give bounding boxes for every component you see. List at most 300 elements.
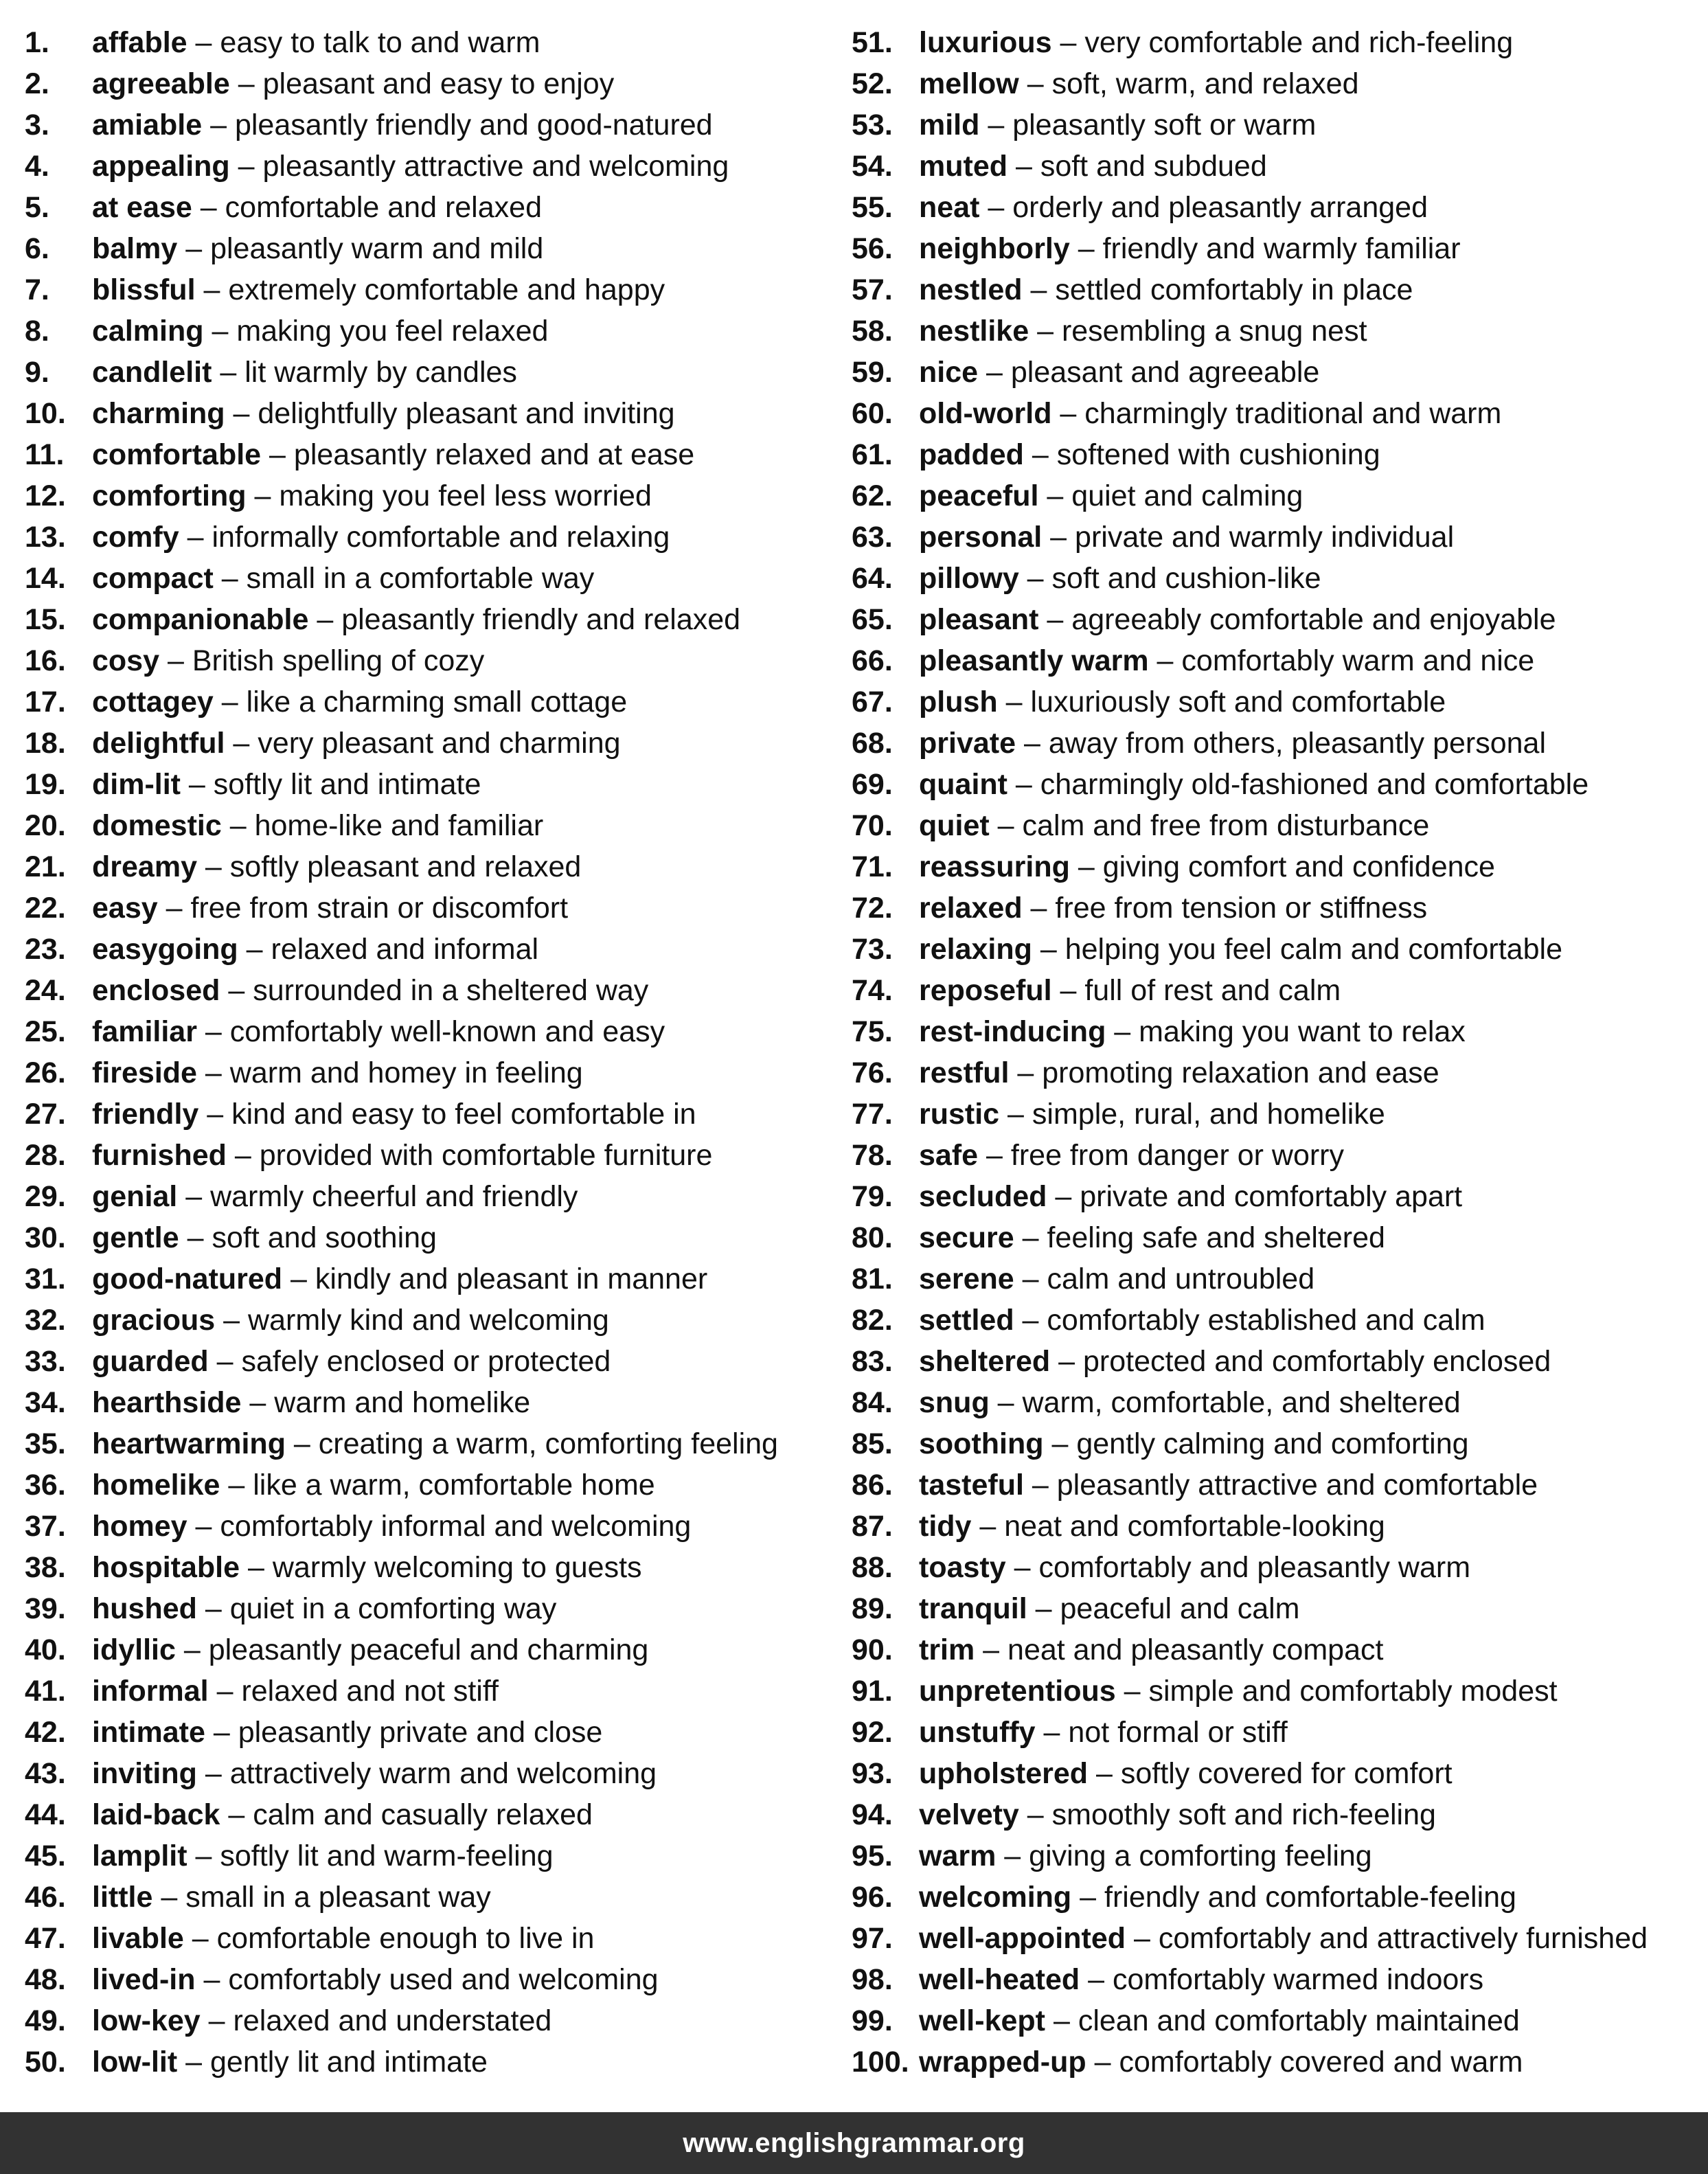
list-item [852, 1382, 1648, 1423]
item-word: tranquil [919, 1592, 1027, 1625]
list-item [25, 1629, 778, 1671]
item-separator: – [238, 933, 271, 966]
item-word: charming [92, 397, 225, 430]
item-definition: safely enclosed or protected [241, 1345, 611, 1378]
list-item [25, 1258, 778, 1300]
item-word: tidy [919, 1510, 972, 1543]
list-item [852, 1506, 1648, 1547]
item-separator: – [187, 1510, 220, 1543]
item-definition: quiet and calming [1071, 479, 1303, 512]
item-number: 76. [852, 1056, 893, 1089]
item-word: padded [919, 438, 1024, 471]
item-separator: – [1080, 1963, 1113, 1996]
item-definition: small in a pleasant way [185, 1881, 491, 1914]
item-definition: provided with comfortable furniture [259, 1139, 713, 1172]
list-item [852, 805, 1648, 846]
item-separator: – [179, 1221, 212, 1254]
item-number: 68. [852, 727, 893, 760]
item-word: old-world [919, 397, 1052, 430]
item-definition: smoothly soft and rich-feeling [1051, 1798, 1436, 1831]
item-separator: – [226, 1139, 260, 1172]
item-number: 14. [25, 562, 66, 595]
item-word: unpretentious [919, 1675, 1116, 1708]
item-word: calming [92, 315, 204, 348]
item-word: livable [92, 1922, 184, 1955]
list-item [25, 1918, 778, 1959]
footer-url[interactable]: www.englishgrammar.org [683, 2127, 1025, 2158]
item-number: 27. [25, 1098, 66, 1131]
item-number: 71. [852, 850, 893, 883]
item-separator: – [198, 1098, 232, 1131]
item-separator: – [978, 356, 1011, 389]
item-definition: clean and comfortably maintained [1078, 2004, 1520, 2037]
item-definition: relaxed and not stiff [241, 1675, 499, 1708]
list-item [852, 146, 1648, 187]
item-definition: private and comfortably apart [1080, 1180, 1463, 1213]
list-item [25, 805, 778, 846]
item-separator: – [241, 1386, 275, 1419]
list-item [852, 1835, 1648, 1877]
list-item [852, 310, 1648, 352]
item-word: little [92, 1881, 153, 1914]
item-definition: creating a warm, comforting feeling [318, 1427, 778, 1460]
item-definition: like a charming small cottage [246, 686, 628, 718]
item-definition: very pleasant and charming [258, 727, 621, 760]
item-separator: – [180, 768, 214, 801]
list-item [852, 1423, 1648, 1464]
list-item [852, 1959, 1648, 2000]
word-list [0, 22, 1708, 2083]
item-separator: – [196, 1592, 230, 1625]
list-item [25, 1011, 778, 1052]
list-item [852, 2041, 1648, 2083]
item-word: warm [919, 1839, 997, 1872]
list-item [25, 558, 778, 599]
item-word: mild [919, 109, 980, 141]
item-number: 3. [25, 109, 49, 141]
item-definition: informally comfortable and relaxing [212, 521, 670, 554]
list-item [852, 475, 1648, 517]
item-definition: making you feel relaxed [236, 315, 549, 348]
item-word: private [919, 727, 1016, 760]
item-number: 30. [25, 1221, 66, 1254]
item-number: 34. [25, 1386, 66, 1419]
item-definition: settled comfortably in place [1055, 273, 1413, 306]
item-definition: agreeably comfortable and enjoyable [1071, 603, 1556, 636]
item-number: 55. [852, 191, 893, 224]
list-item [25, 599, 778, 640]
item-separator: – [1023, 438, 1057, 471]
item-number: 22. [25, 892, 66, 925]
item-number: 39. [25, 1592, 66, 1625]
item-number: 70. [852, 809, 893, 842]
item-separator: – [229, 150, 263, 183]
item-number: 75. [852, 1015, 893, 1048]
item-separator: – [979, 191, 1013, 224]
item-definition: comfortably well-known and easy [229, 1015, 665, 1048]
list-item [852, 1588, 1648, 1629]
item-word: rest-inducing [919, 1015, 1106, 1048]
list-item [25, 1423, 778, 1464]
item-number: 50. [25, 2046, 66, 2079]
item-definition: free from strain or discomfort [190, 892, 569, 925]
list-item [852, 929, 1648, 970]
item-separator: – [1069, 232, 1103, 265]
item-word: good-natured [92, 1262, 283, 1295]
item-word: at ease [92, 191, 192, 224]
item-separator: – [282, 1262, 315, 1295]
item-separator: – [1018, 562, 1052, 595]
item-number: 51. [852, 26, 893, 59]
item-definition: lit warmly by candles [244, 356, 517, 389]
list-item [852, 1300, 1648, 1341]
item-definition: calm and free from disturbance [1022, 809, 1430, 842]
item-definition: comfortably warm and nice [1181, 644, 1535, 677]
list-item [852, 187, 1648, 228]
item-word: secure [919, 1221, 1014, 1254]
item-number: 65. [852, 603, 893, 636]
item-word: reassuring [919, 850, 1070, 883]
item-number: 46. [25, 1881, 66, 1914]
item-number: 100. [852, 2046, 909, 2079]
item-separator: – [1014, 1262, 1047, 1295]
list-item [25, 187, 778, 228]
item-definition: private and warmly individual [1075, 521, 1455, 554]
item-number: 16. [25, 644, 66, 677]
item-word: cosy [92, 644, 160, 677]
item-definition: home-like and familiar [254, 809, 544, 842]
item-number: 74. [852, 974, 893, 1007]
item-word: reposeful [919, 974, 1052, 1007]
item-word: balmy [92, 232, 178, 265]
item-word: laid-back [92, 1798, 220, 1831]
list-item [852, 681, 1648, 723]
list-item [852, 104, 1648, 146]
item-word: agreeable [92, 67, 230, 100]
item-definition: pleasantly friendly and good-natured [234, 109, 713, 141]
item-separator: – [187, 26, 220, 59]
item-number: 47. [25, 1922, 66, 1955]
item-definition: pleasantly private and close [238, 1716, 603, 1749]
item-definition: protected and comfortably enclosed [1083, 1345, 1551, 1378]
item-number: 91. [852, 1675, 893, 1708]
item-separator: – [1007, 768, 1040, 801]
item-definition: promoting relaxation and ease [1042, 1056, 1439, 1089]
item-number: 98. [852, 1963, 893, 1996]
item-word: dreamy [92, 850, 197, 883]
list-item [25, 146, 778, 187]
item-separator: – [203, 315, 237, 348]
item-separator: – [261, 438, 294, 471]
item-number: 80. [852, 1221, 893, 1254]
item-definition: pleasant and easy to enjoy [262, 67, 615, 100]
item-definition: surrounded in a sheltered way [253, 974, 649, 1007]
item-definition: pleasantly friendly and relaxed [341, 603, 741, 636]
item-separator: – [1023, 1469, 1057, 1502]
item-number: 85. [852, 1427, 893, 1460]
item-word: well-heated [919, 1963, 1080, 1996]
list-item [852, 887, 1648, 929]
item-number: 29. [25, 1180, 66, 1213]
item-number: 12. [25, 479, 66, 512]
item-word: trim [919, 1633, 975, 1666]
item-separator: – [1022, 273, 1056, 306]
item-number: 60. [852, 397, 893, 430]
item-word: gentle [92, 1221, 179, 1254]
item-separator: – [1106, 1015, 1139, 1048]
item-number: 63. [852, 521, 893, 554]
item-word: genial [92, 1180, 178, 1213]
item-separator: – [196, 1757, 230, 1790]
item-separator: – [1051, 26, 1085, 59]
item-number: 53. [852, 109, 893, 141]
item-number: 32. [25, 1304, 66, 1337]
item-word: quaint [919, 768, 1007, 801]
item-definition: soft and cushion-like [1051, 562, 1321, 595]
item-separator: – [1027, 1592, 1060, 1625]
list-item [852, 1011, 1648, 1052]
list-item [25, 1835, 778, 1877]
item-separator: – [215, 1304, 249, 1337]
item-separator: – [229, 67, 263, 100]
list-item [852, 1135, 1648, 1176]
item-number: 21. [25, 850, 66, 883]
item-number: 97. [852, 1922, 893, 1955]
list-item [852, 846, 1648, 887]
item-word: comfortable [92, 438, 262, 471]
item-word: informal [92, 1675, 209, 1708]
item-separator: – [285, 1427, 319, 1460]
item-separator: – [208, 1675, 242, 1708]
list-item [25, 846, 778, 887]
item-number: 96. [852, 1881, 893, 1914]
item-word: familiar [92, 1015, 197, 1048]
item-word: wrapped-up [919, 2046, 1086, 2079]
item-separator: – [225, 727, 258, 760]
list-item [852, 1464, 1648, 1506]
list-item [852, 1176, 1648, 1217]
item-word: neighborly [919, 232, 1070, 265]
item-definition: warm and homey in feeling [229, 1056, 583, 1089]
item-definition: like a warm, comfortable home [253, 1469, 655, 1502]
item-number: 10. [25, 397, 66, 430]
item-separator: – [1022, 892, 1056, 925]
item-definition: soft and soothing [212, 1221, 437, 1254]
item-number: 49. [25, 2004, 66, 2037]
list-item [25, 1712, 778, 1753]
list-item [25, 723, 778, 764]
item-separator: – [1051, 397, 1085, 430]
item-separator: – [240, 1551, 273, 1584]
item-separator: – [1086, 2046, 1119, 2079]
item-definition: warm and homelike [274, 1386, 531, 1419]
item-word: luxurious [919, 26, 1052, 59]
item-definition: friendly and warmly familiar [1102, 232, 1461, 265]
list-item [25, 2000, 778, 2041]
item-definition: gently calming and comforting [1076, 1427, 1469, 1460]
item-number: 87. [852, 1510, 893, 1543]
item-definition: calm and casually relaxed [253, 1798, 593, 1831]
item-number: 72. [852, 892, 893, 925]
item-word: affable [92, 26, 187, 59]
item-word: candlelit [92, 356, 212, 389]
item-word: intimate [92, 1716, 205, 1749]
list-item [25, 1753, 778, 1794]
list-item [25, 1135, 778, 1176]
item-number: 61. [852, 438, 893, 471]
item-separator: – [999, 1098, 1032, 1131]
item-separator: – [1035, 1716, 1069, 1749]
item-number: 33. [25, 1345, 66, 1378]
item-number: 40. [25, 1633, 66, 1666]
item-separator: – [213, 562, 247, 595]
item-definition: comfortable enough to live in [216, 1922, 595, 1955]
item-number: 23. [25, 933, 66, 966]
item-word: compact [92, 562, 214, 595]
item-number: 4. [25, 150, 49, 183]
item-word: lived-in [92, 1963, 196, 1996]
item-number: 9. [25, 356, 49, 389]
item-word: nestlike [919, 315, 1029, 348]
item-word: easy [92, 892, 158, 925]
item-word: upholstered [919, 1757, 1089, 1790]
item-number: 37. [25, 1510, 66, 1543]
item-separator: – [200, 2004, 234, 2037]
list-item [852, 723, 1648, 764]
item-separator: – [1005, 1551, 1039, 1584]
item-number: 84. [852, 1386, 893, 1419]
item-number: 81. [852, 1262, 893, 1295]
item-word: amiable [92, 109, 203, 141]
item-number: 41. [25, 1675, 66, 1708]
item-definition: resembling a snug nest [1061, 315, 1367, 348]
item-word: serene [919, 1262, 1014, 1295]
item-separator: – [187, 1839, 220, 1872]
list-item [852, 1877, 1648, 1918]
list-item [25, 517, 778, 558]
list-item [852, 1918, 1648, 1959]
item-number: 2. [25, 67, 49, 100]
list-item [25, 1671, 778, 1712]
item-number: 15. [25, 603, 66, 636]
item-separator: – [989, 1386, 1023, 1419]
list-item [25, 22, 778, 63]
item-separator: – [1088, 1757, 1121, 1790]
list-item [852, 764, 1648, 805]
item-number: 78. [852, 1139, 893, 1172]
list-item [25, 970, 778, 1011]
item-definition: extremely comfortable and happy [228, 273, 665, 306]
item-word: peaceful [919, 479, 1039, 512]
item-definition: away from others, pleasantly personal [1048, 727, 1547, 760]
list-item [25, 434, 778, 475]
item-number: 6. [25, 232, 49, 265]
item-separator: – [1007, 150, 1040, 183]
item-definition: simple and comfortably modest [1148, 1675, 1558, 1708]
list-item [25, 352, 778, 393]
list-item [852, 599, 1648, 640]
item-definition: comfortably warmed indoors [1112, 1963, 1484, 1996]
item-definition: neat and comfortable-looking [1004, 1510, 1385, 1543]
item-word: toasty [919, 1551, 1006, 1584]
item-number: 44. [25, 1798, 66, 1831]
list-item [852, 1341, 1648, 1382]
item-definition: helping you feel calm and comfortable [1064, 933, 1562, 966]
word-list-column-right [852, 22, 1648, 2083]
item-definition: pleasantly attractive and welcoming [262, 150, 729, 183]
item-word: furnished [92, 1139, 227, 1172]
item-word: hospitable [92, 1551, 240, 1584]
item-definition: giving comfort and confidence [1102, 850, 1495, 883]
item-definition: British spelling of cozy [192, 644, 485, 677]
item-separator: – [157, 892, 191, 925]
item-definition: pleasantly peaceful and charming [208, 1633, 649, 1666]
item-definition: quiet in a comforting way [229, 1592, 557, 1625]
item-word: blissful [92, 273, 196, 306]
list-item [25, 393, 778, 434]
item-word: pleasant [919, 603, 1039, 636]
item-definition: not formal or stiff [1068, 1716, 1288, 1749]
item-definition: full of rest and calm [1084, 974, 1341, 1007]
item-number: 25. [25, 1015, 66, 1048]
list-item [852, 1671, 1648, 1712]
list-item [25, 104, 778, 146]
item-number: 36. [25, 1469, 66, 1502]
item-word: restful [919, 1056, 1010, 1089]
list-item [25, 1877, 778, 1918]
list-item [25, 1300, 778, 1341]
item-definition: small in a comfortable way [246, 562, 595, 595]
item-separator: – [192, 191, 225, 224]
item-separator: – [179, 521, 212, 554]
item-word: idyllic [92, 1633, 176, 1666]
item-word: guarded [92, 1345, 209, 1378]
item-separator: – [225, 397, 258, 430]
item-definition: very comfortable and rich-feeling [1084, 26, 1514, 59]
item-number: 83. [852, 1345, 893, 1378]
item-definition: orderly and pleasantly arranged [1012, 191, 1428, 224]
list-item [852, 1094, 1648, 1135]
item-word: nestled [919, 273, 1023, 306]
item-word: comfy [92, 521, 179, 554]
item-word: rustic [919, 1098, 1000, 1131]
item-separator: – [195, 1963, 229, 1996]
item-number: 7. [25, 273, 49, 306]
item-separator: – [220, 974, 253, 1007]
list-item [25, 1094, 778, 1135]
item-number: 57. [852, 273, 893, 306]
item-number: 94. [852, 1798, 893, 1831]
item-word: delightful [92, 727, 225, 760]
item-number: 11. [25, 438, 65, 471]
item-word: quiet [919, 809, 990, 842]
item-definition: relaxed and informal [271, 933, 539, 966]
item-word: tasteful [919, 1469, 1024, 1502]
item-separator: – [1045, 2004, 1078, 2037]
item-number: 79. [852, 1180, 893, 1213]
item-number: 62. [852, 479, 893, 512]
list-item [852, 1753, 1648, 1794]
item-separator: – [1038, 479, 1072, 512]
item-definition: attractively warm and welcoming [229, 1757, 657, 1790]
item-definition: making you want to relax [1139, 1015, 1466, 1048]
item-number: 92. [852, 1716, 893, 1749]
list-item [25, 1794, 778, 1835]
list-item [852, 1052, 1648, 1094]
item-word: mellow [919, 67, 1019, 100]
item-word: pillowy [919, 562, 1019, 595]
item-separator: – [1050, 1345, 1084, 1378]
